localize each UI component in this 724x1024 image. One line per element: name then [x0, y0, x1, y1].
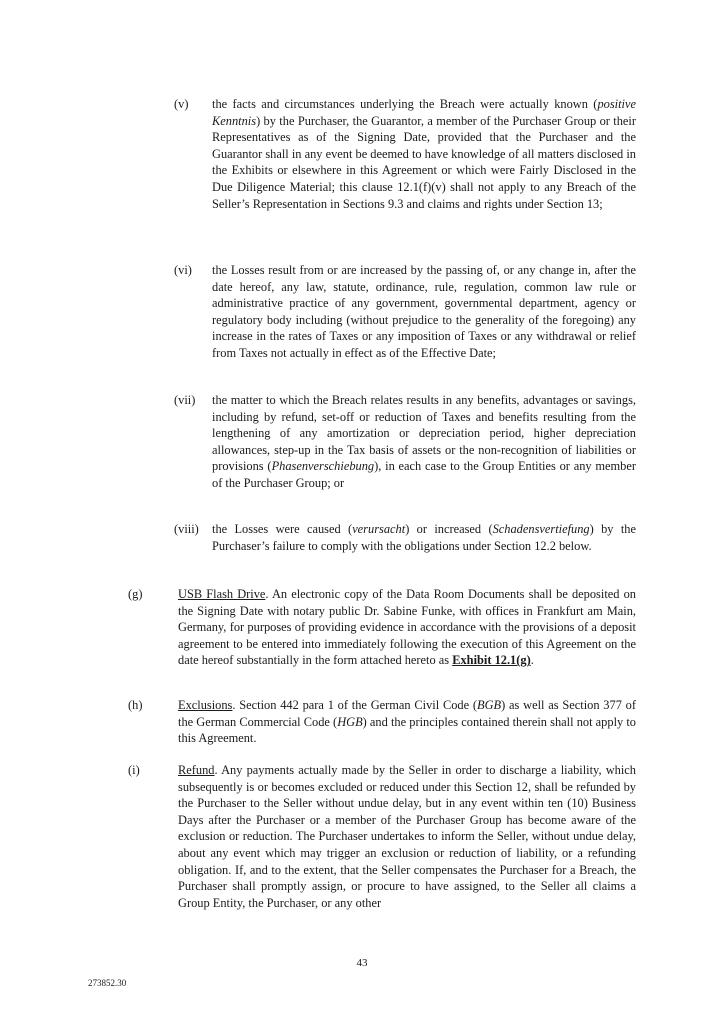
exhibit-reference: Exhibit 12.1(g)	[452, 653, 531, 668]
page-number: 43	[356, 957, 368, 969]
document-id: 273852.30	[88, 978, 127, 988]
clause-text: USB Flash Drive. An electronic copy of the Data Room Documents shall be deposited on the Signing Date with notary public Dr. Sabine Funke, with offices in Frankfurt am Main, Germany, for purposes of providing evidence in accordance with the provisions of a deposit agreement to be entered into immediately following the execution of this Agreement on the date hereof substantially in the form attached hereto as Exhibit 12.1(g).	[178, 587, 636, 668]
clause-number: (h)	[128, 698, 143, 712]
clause-heading: Refund	[178, 763, 215, 777]
clause-text: Exclusions. Section 442 para 1 of the German Civil Code (BGB) as well as Section 377 of the German Commercial Code (HGB) and the principles contained therein shall not apply to this Agreement.	[178, 698, 636, 746]
clause-number: (vii)	[174, 393, 196, 407]
clause-text: the Losses were caused (verursacht) or increased (Schadensvertiefung) by the Purchaser’s failure to comply with the obligations under Section 12.2 below.	[212, 522, 636, 553]
clause-text: the facts and circumstances underlying the Breach were actually known (positive Kenntnis) by the Purchaser, the Guarantor, a member of the Purchaser Group or their Representatives as of the Signing Date, provided that the Purchaser and the Guarantor shall in any event be deemed to have knowledge of all matters disclosed in the Exhibits or elsewhere in this Agreement or which were Fairly Disclosed in the Due Diligence Material; this clause 12.1(f)(v) shall not apply to any Breach of the Seller’s Representation in Sections 9.3 and claims and rights under Section 13;	[212, 97, 636, 211]
clause-number: (viii)	[174, 522, 199, 536]
clause-text: the matter to which the Breach relates results in any benefits, advantages or savings, including by refund, set-off or reduction of Taxes and benefits resulting from the lengthening of any amortization or depreciation period, higher depreciation allowances, step-up in the Tax basis of assets or the non-recognition of liabilities or provisions (Phasenverschiebung), in each case to the Group Entities or any member of the Purchaser Group; or	[212, 393, 637, 490]
clause-number: (g)	[128, 587, 143, 601]
italic-term: HGB	[337, 714, 363, 729]
italic-term: Phasenverschiebung	[271, 459, 375, 474]
italic-term: verursacht	[352, 522, 406, 536]
italic-term: BGB	[477, 698, 502, 712]
clause-number: (i)	[128, 763, 140, 777]
italic-term: Schadensvertiefung	[492, 522, 590, 536]
clause-text: Refund. Any payments actually made by the Seller in order to discharge a liability, which subsequently is or becomes excluded or reduced under this Section 12, shall be refunded by the Purchaser to the Seller without undue delay, but in any event within ten (10) Business Days after the Purchaser or a member of the Purchaser Group has become aware of the exclusion or reduction. The Purchaser undertakes to inform the Seller, without undue delay, about any event which may trigger an exclusion or reduction of liability, or a refunding obligation. If, and to the extent, that the Seller compensates the Purchaser for a Breach, the Purchaser shall promptly assign, or procure to have assigned, to the Seller all claims a Group Entity, the Purchaser, or any other	[178, 763, 636, 910]
italic-term: positive Kenntnis	[212, 97, 636, 128]
clause-heading: USB Flash Drive	[178, 587, 266, 601]
clause-heading: Exclusions	[178, 698, 233, 712]
clause-number: (vi)	[174, 263, 192, 277]
clause-number: (v)	[174, 97, 189, 111]
clause-text: the Losses result from or are increased by the passing of, or any change in, after the date hereof, any law, statute, ordinance, rule, regulation, common law rule or administrative practice of any government, governmental department, agency or regulatory body including (without prejudice to the generality of the foregoing) any increase in the rates of Taxes or any imposition of Taxes or any withdrawal or relief from Taxes not actually in effect as of the Effective Date;	[212, 263, 636, 360]
